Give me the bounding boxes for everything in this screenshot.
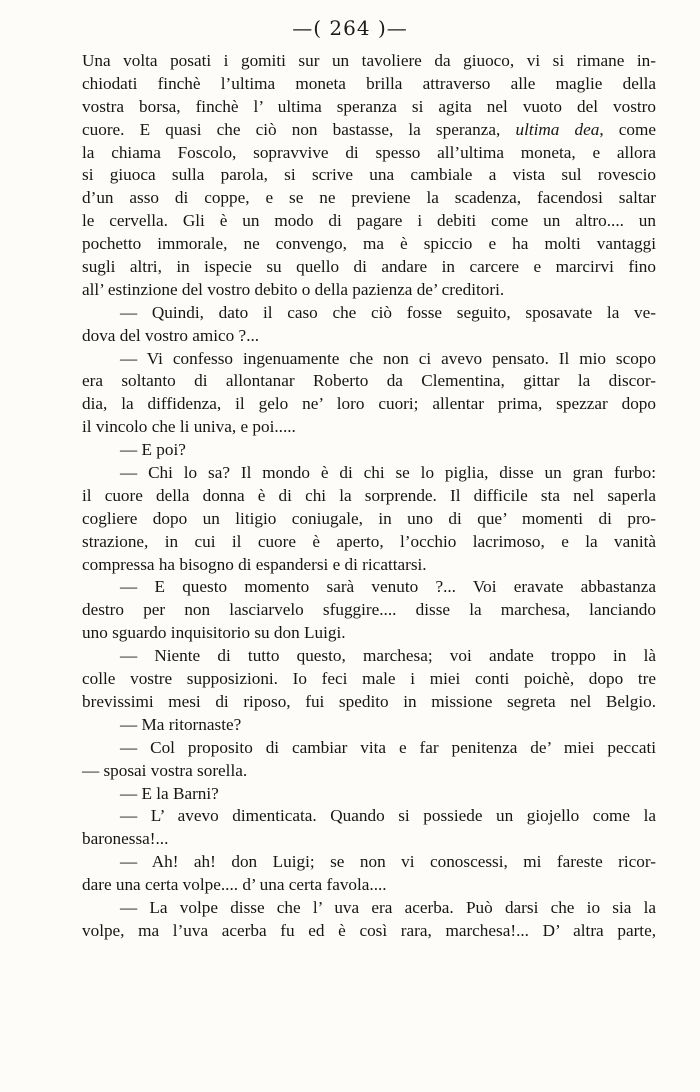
body-text — [82, 50, 656, 943]
text-line: — Chi lo sa? Il mondo è di chi se lo piglia, disse un gran furbo: — [120, 463, 656, 483]
text-line: il cuore della donna è di chi la sorprende. Il difficile sta nel saperla — [82, 485, 656, 505]
text-line: destro per non lasciarvelo sfuggire.... disse la marchesa, lanciando — [82, 600, 656, 620]
text-line: dare una certa volpe.... d’ una certa favola.... — [82, 875, 387, 895]
text-line: la chiama Foscolo, sopravvive di spesso all’ultima moneta, e allora — [82, 142, 656, 162]
text-line: — Col proposito di cambiar vita e far penitenza de’ miei peccati — [120, 737, 656, 757]
text-line: uno sguardo inquisitorio su don Luigi. — [82, 623, 346, 643]
text-line: dia, la diffidenza, il gelo ne’ loro cuori; allentar prima, spezzar dopo — [82, 394, 656, 414]
text-line: colle vostre supposizioni. Io feci male i miei conti poichè, dopo tre — [82, 669, 656, 689]
text-line: — Ah! ah! don Luigi; se non vi conoscessi, mi fareste ricor- — [120, 852, 656, 872]
text-line: — Niente di tutto questo, marchesa; voi andate troppo in là — [120, 646, 656, 666]
text-line: cogliere dopo un litigio coniugale, in uno di que’ momenti di pro- — [82, 508, 656, 528]
text-line: strazione, in cui il cuore è aperto, l’occhio lacrimoso, e la vanità — [82, 531, 656, 551]
text-line: — sposai vostra sorella. — [82, 760, 248, 780]
text-line: il vincolo che li univa, e poi..... — [82, 417, 296, 437]
text-line: — Vi confesso ingenuamente che non ci avevo pensato. Il mio scopo — [120, 348, 656, 368]
text-line: pochetto immorale, ne convengo, ma è spiccio e ha molti vantaggi — [82, 234, 656, 254]
text-line: volpe, ma l’uva acerba fu ed è così rara, marchesa!... D’ altra parte, — [82, 920, 656, 940]
emphasis-text: ultima dea — [515, 119, 600, 139]
text-line: brevissimi mesi di riposo, fui spedito in missione segreta nel Belgio. — [82, 691, 656, 711]
page-number: —( 264 )— — [292, 16, 408, 40]
text-line: — E poi? — [120, 440, 186, 460]
text-line: Una volta posati i gomiti sur un tavoliere da giuoco, vi si rimane in- — [82, 51, 656, 70]
text-line: sugli altri, in ispecie su quello di andare in carcere e marcirvi fino — [82, 257, 656, 277]
text-line: vostra borsa, finchè l’ ultima speranza si agita nel vuoto del vostro — [82, 96, 656, 116]
text-line: — E questo momento sarà venuto ?... Voi eravate abbastanza — [120, 577, 656, 597]
text-line: — L’ avevo dimenticata. Quando si possiede un giojello come la — [120, 806, 656, 826]
text-line: compressa ha bisogno di espandersi e di ricattarsi. — [82, 554, 427, 574]
text-line: — Quindi, dato il caso che ciò fosse seguito, sposavate la ve- — [120, 302, 656, 322]
text-line: cuore. E quasi che ciò non bastasse, la speranza, ultima dea, come — [82, 119, 656, 139]
text-line: d’un asso di coppe, e se ne previene la scadenza, facendosi saltar — [82, 188, 656, 208]
text-line: dova del vostro amico ?... — [82, 325, 260, 345]
text-line: — La volpe disse che l’ uva era acerba. Può darsi che io sia la — [120, 897, 656, 917]
text-line: le cervella. Gli è un modo di pagare i debiti come un altro.... un — [82, 211, 656, 231]
text-line: era soltanto di allontanar Roberto da Clementina, gittar la discor- — [82, 371, 656, 391]
text-line: all’ estinzione del vostro debito o della pazienza de’ creditori. — [82, 279, 505, 299]
text-line: chiodati finchè l’ultima moneta brilla attraverso alle maglie della — [82, 73, 656, 93]
text-line: — E la Barni? — [120, 783, 219, 803]
text-line: — Ma ritornaste? — [120, 714, 242, 734]
text-line: baronessa!... — [82, 829, 169, 849]
text-line: si giuoca sulla parola, si scrive una cambiale a vista sul rovescio — [82, 165, 656, 185]
